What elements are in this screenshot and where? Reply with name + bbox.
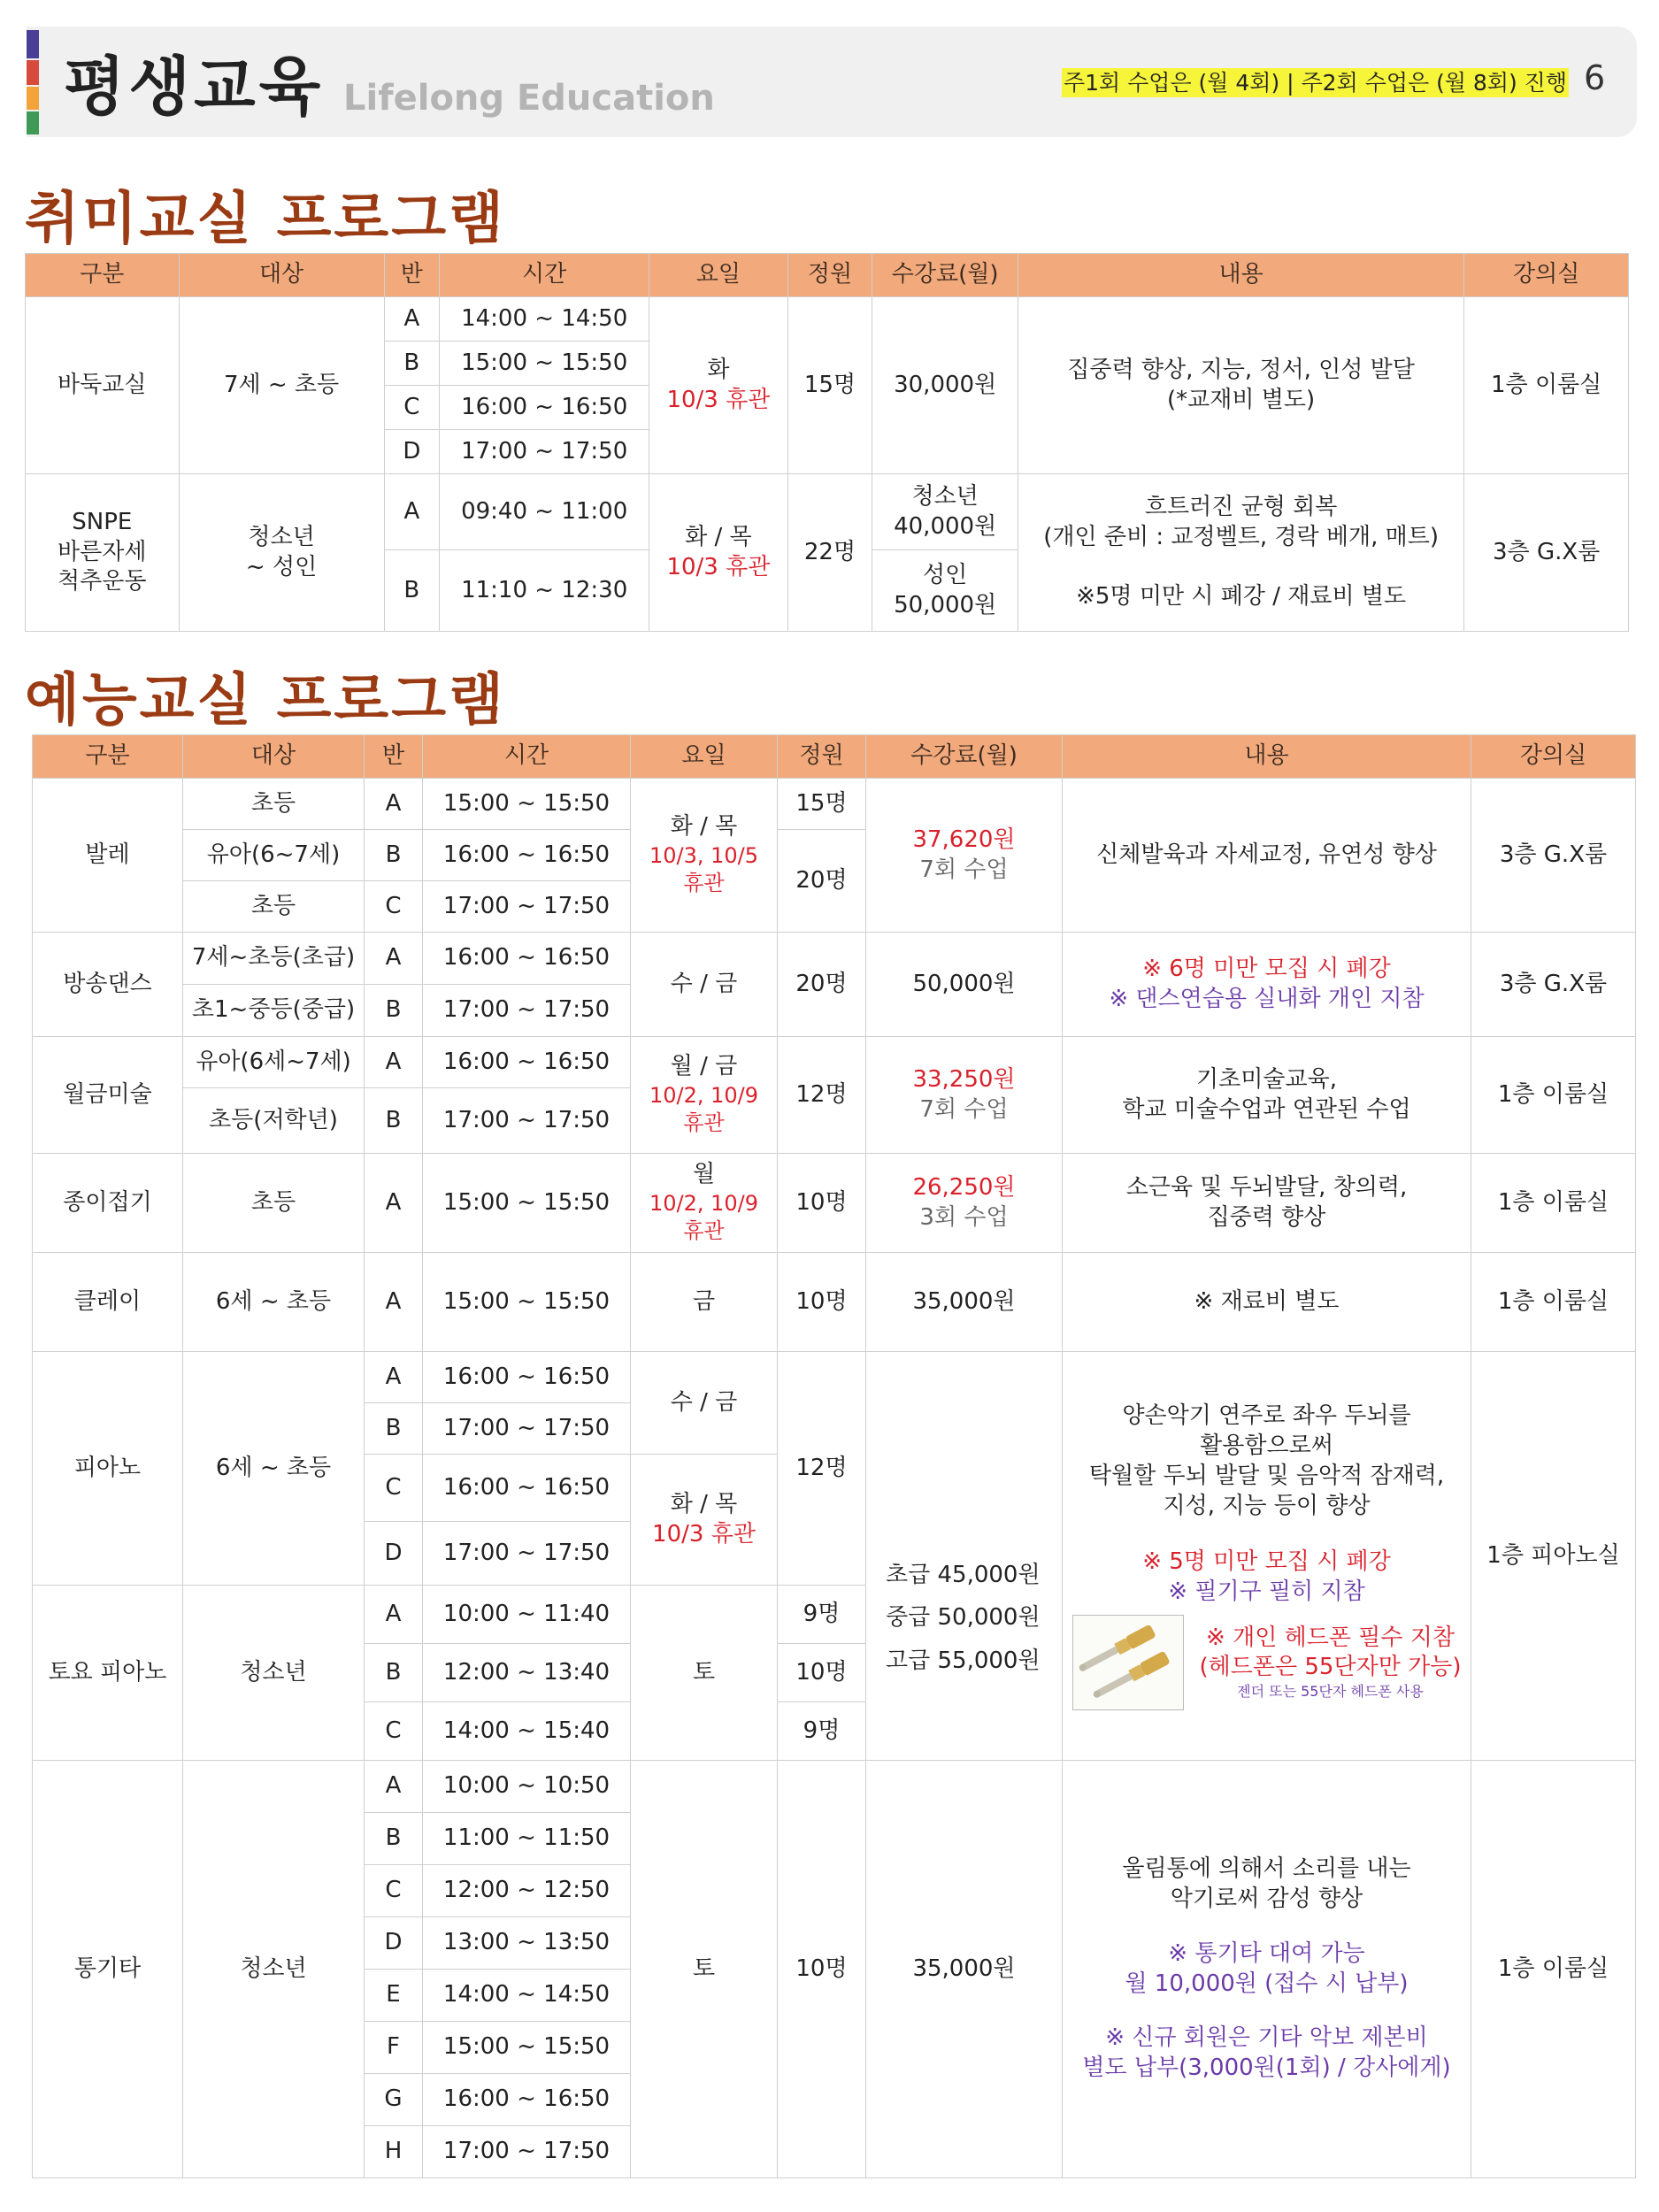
class-ban: A (384, 474, 440, 550)
content (1063, 933, 1471, 1037)
col-header: 내용 (1018, 254, 1463, 297)
class-day (631, 1037, 778, 1154)
class-target: 초등 (183, 881, 365, 933)
class-time: 09:40 ~ 11:00 (440, 474, 649, 550)
closed-text: 10/3, 10/5 휴관 (649, 843, 759, 896)
col-header: 수강료(월) (872, 254, 1018, 297)
fee: 35,000원 (866, 1253, 1063, 1352)
class-target: 초등(저학년) (183, 1088, 365, 1154)
headphone-notice-text (1200, 1624, 1462, 1701)
class-ban: B (365, 830, 423, 881)
class-target: 초등 (183, 779, 365, 830)
class-time: 10:00 ~ 10:50 (423, 1761, 631, 1813)
header-accent (27, 30, 39, 58)
class-day: 토 (631, 1586, 778, 1761)
col-header: 반 (365, 735, 423, 779)
class-time: 17:00 ~ 17:50 (423, 1403, 631, 1455)
class-time: 15:00 ~ 15:50 (423, 1253, 631, 1352)
closed-text: 10/2, 10/9 휴관 (649, 1083, 759, 1136)
day-text: 화 / 목 (670, 813, 738, 841)
class-ban: B (365, 1403, 423, 1455)
table-row (33, 1154, 1636, 1253)
class-target: 7세~초등(초급) (183, 933, 365, 985)
spacer (1066, 1915, 1467, 1939)
capacity: 15명 (778, 779, 866, 830)
fee-note: 7회 수업 (919, 1095, 1009, 1123)
col-header: 내용 (1063, 735, 1471, 779)
class-ban: H (365, 2126, 423, 2178)
class-ban: B (365, 985, 423, 1037)
program-name: 바둑교실 (26, 297, 180, 474)
fee (866, 1154, 1063, 1253)
class-time: 12:00 ~ 12:50 (423, 1865, 631, 1917)
class-ban: A (365, 1761, 423, 1813)
notice-text: ※ 6명 미만 모집 시 폐강 (1142, 955, 1391, 982)
header-accent (27, 111, 39, 134)
capacity: 12명 (778, 1352, 866, 1586)
col-header: 구분 (26, 254, 180, 297)
class-ban: A (365, 1253, 423, 1352)
class-ban: C (365, 1865, 423, 1917)
program-name: 월금미술 (33, 1037, 183, 1154)
fee-note: 7회 수업 (919, 856, 1009, 883)
col-header: 요일 (631, 735, 778, 779)
class-day: 수 / 금 (631, 1352, 778, 1455)
table-row (33, 1761, 1636, 1813)
class-ban: E (365, 1970, 423, 2022)
col-header: 시간 (423, 735, 631, 779)
col-header: 수강료(월) (866, 735, 1063, 779)
col-header: 강의실 (1464, 254, 1629, 297)
class-time: 15:00 ~ 15:50 (440, 342, 649, 386)
program-target: 7세 ~ 초등 (179, 297, 384, 474)
class-time: 16:00 ~ 16:50 (423, 1455, 631, 1522)
header-accent (27, 87, 39, 110)
section-title-arts: 예능교실 프로그램 (25, 668, 506, 733)
day-text: 화 / 목 (685, 523, 752, 550)
notice-subtext: 젠더 또는 55단자 헤드폰 사용 (1237, 1683, 1424, 1701)
notice-text: ※ 개인 헤드폰 필수 지참 (1206, 1624, 1455, 1651)
content: 집중력 향상, 지능, 정서, 인성 발달 (*교재비 별도) (1018, 297, 1463, 474)
content: 신체발육과 자세교정, 유연성 향상 (1063, 779, 1471, 933)
class-time: 16:00 ~ 16:50 (423, 830, 631, 881)
class-day (631, 1154, 778, 1253)
class-time: 15:00 ~ 15:50 (423, 779, 631, 830)
spacer (1066, 1999, 1467, 2024)
room: 1층 이룸실 (1471, 1253, 1636, 1352)
class-ban: A (365, 933, 423, 985)
program-target: 6세 ~ 초등 (183, 1352, 365, 1586)
col-header: 대상 (183, 735, 365, 779)
class-time: 17:00 ~ 17:50 (423, 881, 631, 933)
table-row (26, 474, 1629, 550)
closed-text: 10/3 휴관 (666, 386, 771, 413)
adapter-icon (1073, 1616, 1183, 1709)
content: 소근육 및 두뇌발달, 창의력, 집중력 향상 (1063, 1154, 1471, 1253)
class-day (649, 297, 787, 474)
fee (866, 779, 1063, 933)
class-time: 14:00 ~ 15:40 (423, 1702, 631, 1761)
page-subtitle: Lifelong Education (343, 78, 715, 119)
table-row (33, 933, 1636, 985)
capacity: 22명 (787, 474, 872, 632)
class-time: 10:00 ~ 11:40 (423, 1586, 631, 1644)
class-ban: D (384, 430, 440, 474)
col-header: 반 (384, 254, 440, 297)
room: 1층 이룸실 (1464, 297, 1629, 474)
capacity: 10명 (778, 1761, 866, 2178)
table-row (33, 1037, 1636, 1088)
room: 1층 이룸실 (1471, 1037, 1636, 1154)
class-ban: F (365, 2022, 423, 2074)
program-name: 통기타 (33, 1761, 183, 2178)
class-ban: C (365, 1455, 423, 1522)
class-time: 15:00 ~ 15:50 (423, 1154, 631, 1253)
content-text: 양손악기 연주로 좌우 두뇌를 활용함으로써 탁월할 두뇌 발달 및 음악적 잠재력, 지성, 지능 등이 향상 (1088, 1402, 1445, 1519)
class-day (631, 1455, 778, 1586)
program-name: 방송댄스 (33, 933, 183, 1037)
class-ban: D (365, 1917, 423, 1970)
notice-text: ※ 댄스연습용 실내화 개인 지참 (1109, 985, 1425, 1012)
class-ban: B (384, 342, 440, 386)
page-number: 6 (1584, 58, 1606, 97)
class-time: 14:00 ~ 14:50 (440, 297, 649, 342)
class-time: 17:00 ~ 17:50 (423, 1088, 631, 1154)
class-ban: C (365, 881, 423, 933)
day-text: 화 / 목 (670, 1490, 738, 1517)
capacity: 9명 (778, 1586, 866, 1644)
spacer (1066, 1521, 1467, 1548)
fee: 35,000원 (866, 1761, 1063, 2178)
class-time: 17:00 ~ 17:50 (423, 1522, 631, 1586)
class-ban: B (365, 1088, 423, 1154)
headphone-adapter-image (1072, 1615, 1184, 1710)
program-name: 클레이 (33, 1253, 183, 1352)
class-target: 유아(6세~7세) (183, 1037, 365, 1088)
program-target: 청소년 ~ 성인 (179, 474, 384, 632)
fee-note: 3회 수업 (919, 1203, 1009, 1231)
closed-text: 10/3 휴관 (652, 1520, 756, 1548)
closed-text: 10/3 휴관 (666, 553, 771, 580)
col-header: 대상 (179, 254, 384, 297)
page-title: 평생교육 (64, 50, 325, 124)
room: 1층 이룸실 (1471, 1761, 1636, 2178)
col-header: 구분 (33, 735, 183, 779)
class-time: 17:00 ~ 17:50 (423, 985, 631, 1037)
class-ban: C (365, 1702, 423, 1761)
table-row (33, 1253, 1636, 1352)
class-time: 11:10 ~ 12:30 (440, 550, 649, 632)
class-time: 13:00 ~ 13:50 (423, 1917, 631, 1970)
hobby-table (25, 253, 1629, 632)
class-ban: A (365, 1154, 423, 1253)
class-ban: A (365, 1037, 423, 1088)
class-ban: B (365, 1644, 423, 1702)
notice-text: ※ 신규 회원은 기타 악보 제본비 별도 납부(3,000원(1회) / 강사에게) (1082, 2024, 1451, 2082)
program-target: 초등 (183, 1154, 365, 1253)
notice-text: ※ 필기구 필히 지참 (1168, 1578, 1365, 1606)
program-target: 청소년 (183, 1586, 365, 1761)
capacity: 20명 (778, 830, 866, 933)
class-day (649, 474, 787, 632)
program-name: SNPE 바른자세 척추운동 (26, 474, 180, 632)
program-name: 발레 (33, 779, 183, 933)
header-accent (27, 60, 39, 85)
table-header-row (33, 735, 1636, 779)
content (1063, 1761, 1471, 2178)
class-day (631, 779, 778, 933)
fee-adult: 성인 50,000원 (872, 550, 1018, 632)
notice-text: ※ 통기타 대여 가능 월 10,000원 (접수 시 납부) (1125, 1939, 1409, 1997)
room: 3층 G.X룸 (1471, 933, 1636, 1037)
closed-text: 10/2, 10/9 휴관 (649, 1191, 759, 1244)
class-ban: A (365, 1586, 423, 1644)
class-ban: A (384, 297, 440, 342)
capacity: 9명 (778, 1702, 866, 1761)
class-time: 16:00 ~ 16:50 (440, 386, 649, 430)
class-time: 15:00 ~ 15:50 (423, 2022, 631, 2074)
room: 1층 피아노실 (1471, 1352, 1636, 1761)
class-target: 유아(6~7세) (183, 830, 365, 881)
class-ban: D (365, 1522, 423, 1586)
fee-amount: 37,620원 (912, 826, 1016, 853)
fee-youth: 청소년 40,000원 (872, 474, 1018, 550)
page-header (27, 27, 1637, 137)
capacity: 12명 (778, 1037, 866, 1154)
class-ban: G (365, 2074, 423, 2126)
program-name: 종이접기 (33, 1154, 183, 1253)
class-ban: B (365, 1813, 423, 1865)
section-title-hobby: 취미교실 프로그램 (25, 187, 506, 252)
class-time: 16:00 ~ 16:50 (423, 2074, 631, 2126)
fee-amount: 26,250원 (912, 1173, 1016, 1201)
content-text: 울림통에 의해서 소리를 내는 악기로써 감성 향상 (1122, 1855, 1411, 1912)
fee: 50,000원 (866, 933, 1063, 1037)
class-ban: A (365, 779, 423, 830)
class-time: 16:00 ~ 16:50 (423, 1037, 631, 1088)
schedule-note (1062, 65, 1569, 97)
class-day: 수 / 금 (631, 933, 778, 1037)
col-header: 요일 (649, 254, 787, 297)
col-header: 정원 (778, 735, 866, 779)
notice-text: ※ 5명 미만 모집 시 폐강 (1142, 1548, 1391, 1576)
class-time: 14:00 ~ 14:50 (423, 1970, 631, 2022)
notice-text: (헤드폰은 55단자만 가능) (1199, 1654, 1462, 1681)
headphone-notice (1066, 1615, 1467, 1710)
class-target: 초1~중등(중급) (183, 985, 365, 1037)
class-time: 17:00 ~ 17:50 (423, 2126, 631, 2178)
capacity: 10명 (778, 1644, 866, 1702)
content: ※ 재료비 별도 (1063, 1253, 1471, 1352)
col-header: 정원 (787, 254, 872, 297)
capacity: 20명 (778, 933, 866, 1037)
content (1063, 1352, 1471, 1761)
arts-table (32, 734, 1636, 2178)
fee: 초급 45,000원 중급 50,000원 고급 55,000원 (866, 1352, 1063, 1761)
fee: 30,000원 (872, 297, 1018, 474)
program-name: 토요 피아노 (33, 1586, 183, 1761)
capacity: 10명 (778, 1154, 866, 1253)
col-header: 시간 (440, 254, 649, 297)
class-ban: B (384, 550, 440, 632)
program-target: 청소년 (183, 1761, 365, 2178)
day-text: 월 (692, 1161, 716, 1188)
table-row (33, 779, 1636, 830)
class-time: 17:00 ~ 17:50 (440, 430, 649, 474)
fee-amount: 33,250원 (912, 1065, 1016, 1093)
capacity: 10명 (778, 1253, 866, 1352)
table-row (26, 297, 1629, 342)
class-time: 11:00 ~ 11:50 (423, 1813, 631, 1865)
content: 기초미술교육, 학교 미술수업과 연관된 수업 (1063, 1037, 1471, 1154)
room: 3층 G.X룸 (1464, 474, 1629, 632)
class-time: 16:00 ~ 16:50 (423, 933, 631, 985)
room: 1층 이룸실 (1471, 1154, 1636, 1253)
table-row (33, 1352, 1636, 1403)
class-time: 16:00 ~ 16:50 (423, 1352, 631, 1403)
day-text: 월 / 금 (670, 1053, 738, 1080)
room: 3층 G.X룸 (1471, 779, 1636, 933)
table-header-row (26, 254, 1629, 297)
program-name: 피아노 (33, 1352, 183, 1586)
schedule-note-text: 주1회 수업은 (월 4회) | 주2회 수업은 (월 8회) 진행 (1064, 70, 1567, 96)
content: 흐트러진 균형 회복 (개인 준비 : 교정벨트, 경락 베개, 매트) ※5명 미만 시 폐강 / 재료비 별도 (1018, 474, 1463, 632)
capacity: 15명 (787, 297, 872, 474)
class-day: 금 (631, 1253, 778, 1352)
fee (866, 1037, 1063, 1154)
day-text: 화 (707, 356, 730, 383)
class-time: 12:00 ~ 13:40 (423, 1644, 631, 1702)
class-ban: A (365, 1352, 423, 1403)
class-day: 토 (631, 1761, 778, 2178)
program-target: 6세 ~ 초등 (183, 1253, 365, 1352)
col-header: 강의실 (1471, 735, 1636, 779)
class-ban: C (384, 386, 440, 430)
